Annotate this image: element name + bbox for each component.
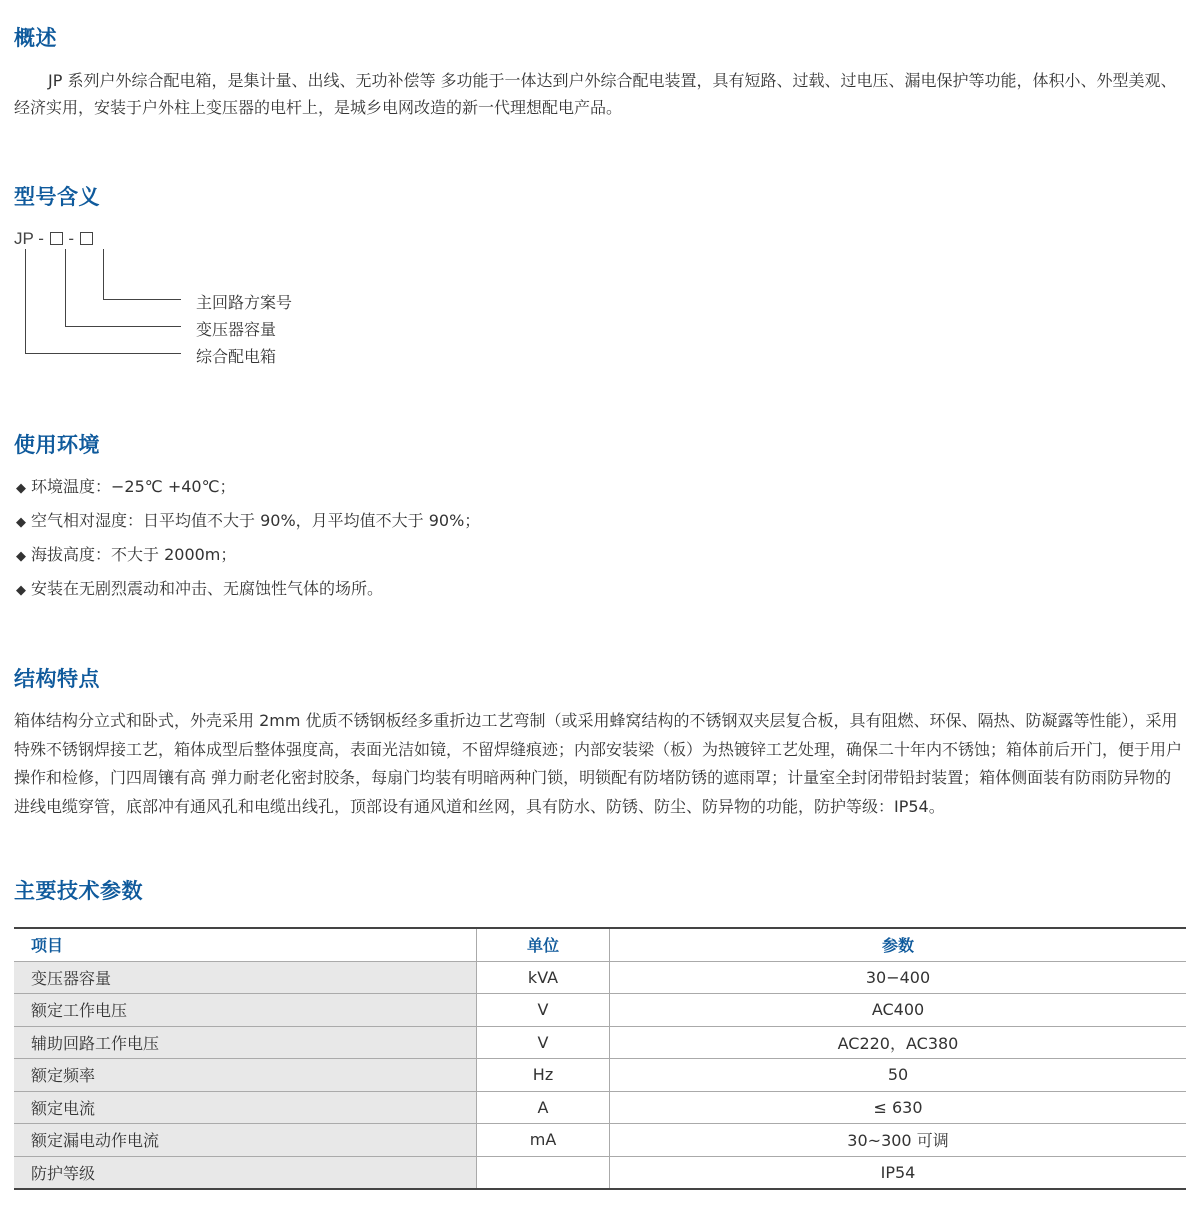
environment-item-text: 海拔高度：不大于 2000m； [31,545,237,564]
row-unit: V [477,1026,610,1059]
row-value: 30~300 可调 [610,1124,1187,1157]
row-value: AC220，AC380 [610,1026,1187,1059]
overview-text: JP 系列户外综合配电箱，是集计量、出线、无功补偿等 多功能于一体达到户外综合配电装置，具有短路、过载、过电压、漏电保护等功能，体积小、外型美观、经济实用，安装于户外柱上变压器的电杆上，是城乡电网改造的新一代理想配电产品。 [14,71,1177,117]
environment-item-text: 安装在无剧烈震动和冲击、无腐蚀性气体的场所。 [31,579,384,598]
params-heading: 主要技术参数 [14,879,143,903]
model-prefix: JP [14,229,34,248]
environment-item-text: 环境温度：−25℃ +40℃； [31,477,236,496]
model-label-transformer-capacity: 变压器容量 [196,320,277,339]
row-unit: kVA [477,961,610,994]
placeholder-box-1 [50,232,63,245]
row-label: 辅助回路工作电压 [14,1026,477,1059]
table-header-row [14,928,1186,961]
row-label: 额定漏电动作电流 [14,1124,477,1157]
leader-line-1-v [25,249,26,353]
diamond-bullet-icon: ◆ [16,583,26,598]
table-row [14,1091,1186,1124]
leader-line-3-v [103,249,104,299]
table-row [14,994,1186,1027]
header-unit: 单位 [477,928,610,961]
row-value: 50 [610,1059,1187,1092]
list-item [16,474,480,508]
row-label: 变压器容量 [14,961,477,994]
table-row [14,1156,1186,1189]
diamond-bullet-icon: ◆ [16,481,26,496]
model-code [14,229,94,249]
table-row [14,1059,1186,1092]
list-item [16,576,480,610]
model-heading: 型号含义 [14,185,100,209]
structure-heading: 结构特点 [14,667,100,691]
diamond-bullet-icon: ◆ [16,549,26,564]
placeholder-box-2 [80,232,93,245]
list-item [16,542,480,576]
model-dash-1: - [38,229,44,248]
table-row [14,1124,1186,1157]
row-label: 额定工作电压 [14,994,477,1027]
row-label: 防护等级 [14,1156,477,1189]
structure-text: 箱体结构分立式和卧式，外壳采用 2mm 优质不锈钢板经多重折边工艺弯制（或采用蜂窝结构的不锈钢双夹层复合板，具有阻燃、环保、隔热、防凝露等性能），采用特殊不锈钢焊接工艺，箱体成型后整体强度高，表面光洁如镜，不留焊缝痕迹；内部安装梁（板）为热镀锌工艺处理，确保二十年内不锈蚀；箱体前后开门，便于用户操作和检修，门四周镶有高 弹力耐老化密封胶条，每扇门均装有明暗两种门锁，明锁配有防堵防锈的遮雨罩；计量室全封闭带铅封装置；箱体侧面装有防雨防异物的进线电缆穿管，底部冲有通风孔和电缆出线孔，顶部设有通风道和丝网，具有防水、防锈、防尘、防异物的功能，防护等级：IP54。 [14,711,1183,816]
row-value: IP54 [610,1156,1187,1189]
row-unit [477,1156,610,1189]
overview-heading: 概述 [14,26,57,50]
row-unit: A [477,1091,610,1124]
diamond-bullet-icon: ◆ [16,515,26,530]
environment-heading: 使用环境 [14,433,100,457]
row-label: 额定电流 [14,1091,477,1124]
environment-item-text: 空气相对湿度：日平均值不大于 90%，月平均值不大于 90%； [31,511,481,530]
row-value: ≤ 630 [610,1091,1187,1124]
row-unit: V [477,994,610,1027]
leader-line-3-h [103,299,181,300]
model-label-distribution-box: 综合配电箱 [196,347,277,366]
row-unit: mA [477,1124,610,1157]
row-value: 30−400 [610,961,1187,994]
table-row [14,1026,1186,1059]
model-label-circuit-scheme: 主回路方案号 [196,293,293,312]
leader-line-2-v [65,249,66,326]
params-table [14,927,1186,1190]
model-dash-2: - [68,229,75,248]
leader-line-2-h [65,326,181,327]
environment-list [16,474,480,610]
list-item [16,508,480,542]
row-value: AC400 [610,994,1187,1027]
table-row [14,961,1186,994]
row-label: 额定频率 [14,1059,477,1092]
header-item: 项目 [14,928,477,961]
leader-line-1-h [25,353,181,354]
header-value: 参数 [610,928,1187,961]
row-unit: Hz [477,1059,610,1092]
